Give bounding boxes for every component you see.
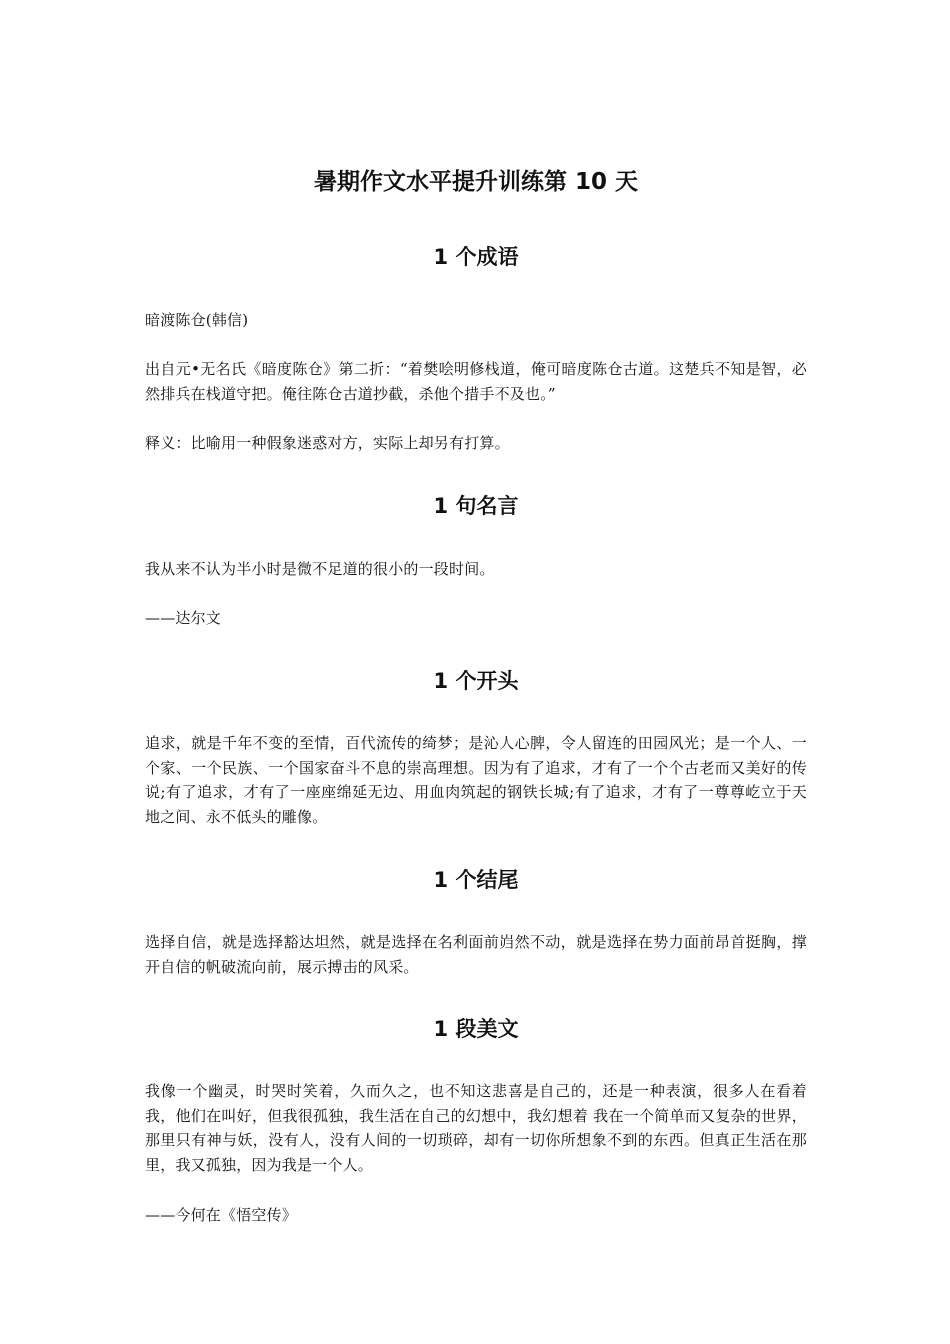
ending-text: 选择自信，就是选择豁达坦然，就是选择在名利面前岿然不动，就是选择在势力面前昂首挺胸，撑开自信的帆破流向前，展示搏击的风采。: [145, 933, 807, 976]
idiom-name: 暗渡陈仓(韩信): [145, 311, 249, 329]
page-title: 暑期作文水平提升训练第 10 天: [313, 169, 639, 195]
quote-text: 我从来不认为半小时是微不足道的很小的一段时间。: [145, 560, 495, 578]
idiom-heading: 1 个成语: [433, 245, 519, 269]
passage-author: ——今何在《悟空传》: [145, 1206, 298, 1224]
idiom-source: 出自元•无名氏《暗度陈仓》第二折：“着樊哙明修栈道，俺可暗度陈仓古道。这楚兵不知是智，必然排兵在栈道守把。俺往陈仓古道抄截，杀他个措手不及也。”: [145, 360, 807, 403]
quote-heading: 1 句名言: [433, 494, 519, 518]
idiom-meaning: 释义：比喻用一种假象迷惑对方，实际上却另有打算。: [145, 434, 510, 452]
passage-heading: 1 段美文: [433, 1017, 519, 1041]
passage-text: 我像一个幽灵，时哭时笑着，久而久之，也不知这悲喜是自己的，还是一种表演，很多人在看着我，他们在叫好，但我很孤独，我生活在自己的幻想中，我幻想着 我在一个简单而又复杂的世界，那里只有神与妖，没有人，没有人间的一切琐碎，却有一切你所想象不到的东西。但真正生活在那里，我又孤独，因为我是一个人。: [145, 1082, 807, 1174]
ending-heading: 1 个结尾: [433, 868, 519, 892]
opening-text: 追求，就是千年不变的至情，百代流传的绮梦；是沁人心脾，令人留连的田园风光；是一个人、一个家、一个民族、一个国家奋斗不息的崇高理想。因为有了追求，才有了一个个古老而又美好的传说;有了追求，才有了一座座绵延无边、用血肉筑起的钢铁长城;有了追求，才有了一尊尊屹立于天地之间、永不低头的雕像。: [145, 734, 807, 826]
opening-heading: 1 个开头: [433, 669, 519, 693]
quote-author: ——达尔文: [145, 609, 222, 627]
